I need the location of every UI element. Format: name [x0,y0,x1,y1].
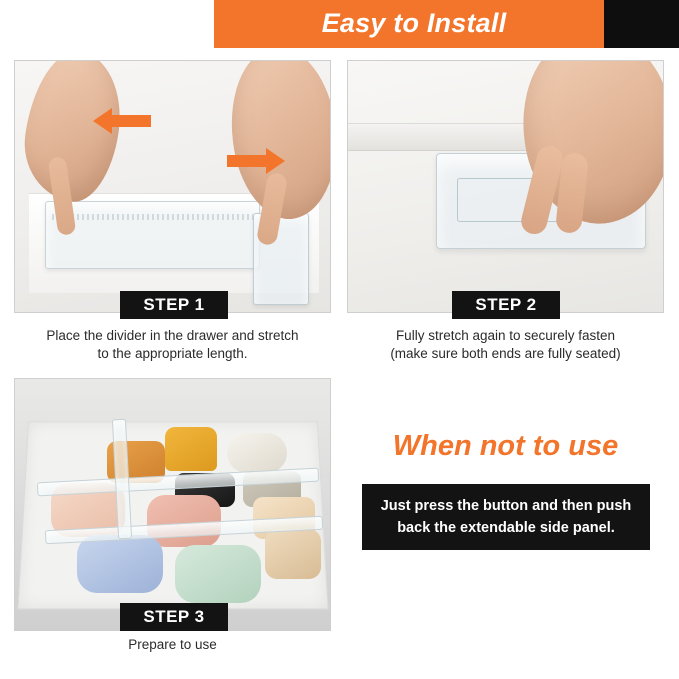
step-1-caption [14,327,331,363]
header-black-block [604,0,679,48]
when-not-to-use-note-line-1: Just press the button and then push [380,498,632,514]
step-3-photo [15,379,330,630]
step-3-image [14,378,331,631]
step-1-caption-line-2: to the appropriate length. [97,346,248,361]
step-2-label: STEP 2 [452,291,560,319]
when-not-to-use-note [362,484,650,550]
folded-clothing-yellow [165,427,217,471]
arrow-right-icon [227,155,267,167]
step-2-caption [347,327,664,363]
folded-clothing-tan [265,529,321,579]
folded-clothing-mint [175,545,261,603]
step-1-photo [15,61,330,312]
step-3-caption [14,636,331,654]
folded-clothing-white [227,433,287,473]
step-2-caption-line-1: Fully stretch again to securely fasten [395,328,616,343]
header-white-block [0,0,214,48]
step-1-image [14,60,331,313]
step-2-photo [348,61,663,312]
header-banner [0,0,679,48]
page-title: Easy to Install [321,8,507,38]
step-1-caption-line-1: Place the divider in the drawer and stretch [46,328,299,343]
when-not-to-use-title: When not to use [392,430,619,462]
step-3-caption-line-1: Prepare to use [128,637,217,652]
folded-clothing-blue [77,535,163,593]
when-not-to-use-note-line-2: back the extendable side panel. [397,520,615,536]
clear-divider-body [45,201,260,269]
step-2-caption-line-2: (make sure both ends are fully seated) [390,346,621,361]
step-3-label: STEP 3 [120,603,228,631]
arrow-left-icon [111,115,151,127]
step-2-image [347,60,664,313]
step-1-label: STEP 1 [120,291,228,319]
